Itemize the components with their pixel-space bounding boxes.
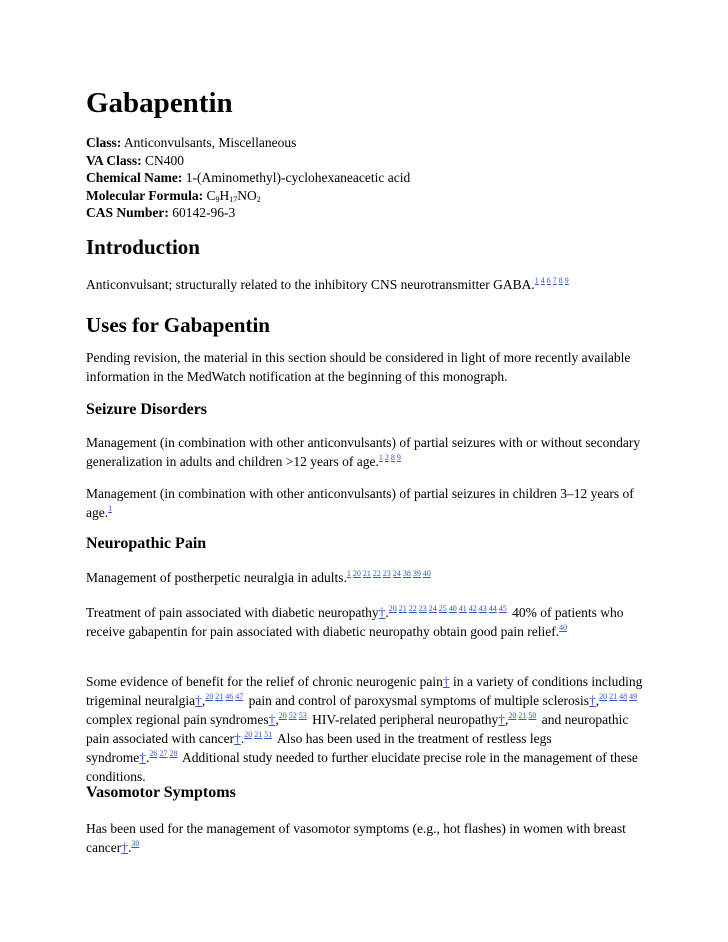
- va-class-value: CN400: [141, 152, 185, 168]
- introduction-refs: [535, 276, 571, 285]
- reference-link[interactable]: 20: [388, 604, 397, 613]
- reference-link[interactable]: 21: [254, 730, 263, 739]
- reference-link[interactable]: 41: [458, 604, 467, 613]
- reference-link[interactable]: 24: [428, 604, 437, 613]
- neuropathic-paragraph-3-refs5: [244, 730, 274, 739]
- reference-link[interactable]: 46: [225, 692, 234, 701]
- reference-link[interactable]: 26: [149, 749, 158, 758]
- reference-link[interactable]: 22: [408, 604, 417, 613]
- seizure-paragraph-1-refs: [379, 453, 403, 462]
- formula-h: H: [219, 187, 230, 203]
- formula-c-sub: 9: [215, 194, 220, 204]
- reference-link[interactable]: 43: [478, 604, 487, 613]
- formula-rest: NO: [237, 187, 257, 203]
- neuropathic-paragraph-3-refs4: [508, 711, 538, 720]
- reference-link[interactable]: 20: [352, 569, 361, 578]
- reference-link[interactable]: 38: [402, 569, 411, 578]
- reference-link[interactable]: 40: [422, 569, 431, 578]
- introduction-body: Anticonvulsant; structurally related to the inhibitory CNS neurotransmitter GABA.: [86, 277, 535, 292]
- reference-link[interactable]: 4: [540, 276, 545, 285]
- reference-link[interactable]: 1: [346, 569, 351, 578]
- reference-link[interactable]: 9: [396, 453, 401, 462]
- reference-link[interactable]: 7: [552, 276, 557, 285]
- neuropathic-paragraph-3-a: Some evidence of benefit for the relief of chronic neurogenic pain: [86, 674, 443, 689]
- chemical-name-label: Chemical Name:: [86, 170, 183, 185]
- reference-link[interactable]: 22: [372, 569, 381, 578]
- reference-link[interactable]: 21: [609, 692, 618, 701]
- reference-link[interactable]: 39: [412, 569, 421, 578]
- reference-link[interactable]: 49: [629, 692, 638, 701]
- reference-link[interactable]: 20: [508, 711, 517, 720]
- neuropathic-paragraph-3-h: Additional study needed to further elucidate precise role in the management of these conditions.: [86, 750, 638, 784]
- neuropathic-paragraph-3: Some evidence of benefit for the relief of chronic neurogenic pain† in a variety of conditions including trigeminal neuralgia†,$^{20 21 46 47}$ pain and control of paroxysmal symptoms of multiple sclerosis†,$^{20 21 48 49}$ complex regional pain syndromes†,$^{20 52 53}$ HIV-related peripheral neuropathy†,$^{20 21 50}$ and neuropathic pain associated with cancer†.$^{20 21 51}$ Also has been used in the treatment of restless legs syndrome†.$^{26 27 28}$ Additional study needed to further elucidate precise role in the management of these conditions.: [86, 674, 643, 784]
- reference-link[interactable]: 28: [169, 749, 178, 758]
- seizure-paragraph-2-body: Management (in combination with other anticonvulsants) of partial seizures in children 3–12 years of age.: [86, 486, 634, 520]
- off-label-dagger-link[interactable]: †: [442, 674, 450, 689]
- reference-link[interactable]: 40: [448, 604, 457, 613]
- off-label-dagger-link[interactable]: †: [234, 731, 241, 746]
- reference-link[interactable]: 2: [384, 453, 389, 462]
- off-label-dagger-link[interactable]: †: [195, 693, 202, 708]
- reference-link[interactable]: 24: [392, 569, 401, 578]
- neuropathic-pain-heading: Neuropathic Pain: [86, 535, 207, 552]
- reference-link[interactable]: 21: [398, 604, 407, 613]
- reference-link[interactable]: 20: [205, 692, 214, 701]
- neuropathic-paragraph-3-refs2: [599, 692, 639, 701]
- page-title: Gabapentin: [86, 87, 233, 119]
- reference-link[interactable]: 21: [362, 569, 371, 578]
- formula-c: C: [203, 187, 216, 203]
- neuropathic-paragraph-3-g: Also has been used in the treatment of restless legs syndrome: [86, 731, 552, 765]
- formula-h-sub: 17: [229, 194, 238, 204]
- reference-link[interactable]: 6: [546, 276, 551, 285]
- chemical-name-value: 1-(Aminomethyl)-cyclohexaneacetic acid: [182, 170, 411, 185]
- seizure-paragraph-1-body: Management (in combination with other anticonvulsants) of partial seizures with or without secondary generalization in adults and children >12 years of age.: [86, 435, 641, 469]
- off-label-dagger-link[interactable]: †: [121, 840, 128, 855]
- reference-link[interactable]: 40: [559, 623, 568, 632]
- reference-link[interactable]: 1: [108, 504, 113, 513]
- chemical-name-row: [86, 169, 410, 187]
- molecular-formula-label: Molecular Formula:: [86, 187, 204, 203]
- uses-text: Pending revision, the material in this section should be considered in light of more recently available information in the MedWatch notification at the beginning of this monograph.: [86, 350, 631, 384]
- off-label-dagger-link[interactable]: †: [378, 605, 386, 620]
- reference-link[interactable]: 51: [264, 730, 273, 739]
- reference-link[interactable]: 23: [382, 569, 391, 578]
- drug-metadata: [86, 134, 410, 222]
- neuropathic-paragraph-2: Treatment of pain associated with diabetic neuropathy†.$^{20 21 22 23 24 25 40 41 42 43 44 45}$ 40% of patients who receive gabapentin for pain associated with diabetic neuropathy obtain good pain relief.$^{40}$: [86, 604, 624, 639]
- reference-link[interactable]: 20: [278, 711, 287, 720]
- reference-link[interactable]: 23: [418, 604, 427, 613]
- neuropathic-paragraph-3-e: HIV-related peripheral neuropathy: [308, 712, 499, 727]
- introduction-text: [86, 275, 571, 294]
- class-value: Anticonvulsants, Miscellaneous: [121, 135, 297, 150]
- reference-link[interactable]: 21: [518, 711, 527, 720]
- vasomotor-paragraph: Has been used for the management of vasomotor symptoms (e.g., hot flashes) in women with breast cancer†.$^{30}$: [86, 821, 626, 855]
- neuropathic-paragraph-2-b: 40% of patients who receive gabapentin for pain associated with diabetic neuropathy obtain good pain relief.: [86, 605, 624, 639]
- reference-link[interactable]: 1: [378, 453, 383, 462]
- reference-link[interactable]: 47: [235, 692, 244, 701]
- neuropathic-paragraph-2-refs2: [559, 623, 569, 632]
- off-label-dagger-link[interactable]: †: [498, 712, 506, 727]
- cas-number-row: [86, 204, 410, 222]
- vasomotor-symptoms-heading: Vasomotor Symptoms: [86, 784, 236, 801]
- neuropathic-paragraph-1-body: Management of postherpetic neuralgia in adults.: [86, 570, 347, 585]
- neuropathic-paragraph-3-b: in a variety of conditions including trigeminal neuralgia: [86, 674, 643, 708]
- va-class-row: [86, 152, 410, 170]
- va-class-label: VA Class:: [86, 152, 142, 168]
- cas-number-label: CAS Number:: [86, 205, 169, 220]
- reference-link[interactable]: 42: [468, 604, 477, 613]
- reference-link[interactable]: 8: [390, 453, 395, 462]
- formula-o-sub: 2: [256, 194, 261, 204]
- reference-link[interactable]: 27: [159, 749, 168, 758]
- reference-link[interactable]: 30: [131, 839, 140, 848]
- neuropathic-paragraph-3-d: complex regional pain syndromes: [86, 712, 269, 727]
- seizure-paragraph-2-refs: [108, 504, 114, 513]
- neuropathic-paragraph-3-refs1: [205, 692, 245, 701]
- neuropathic-paragraph-3-f: and neuropathic pain associated with cancer: [86, 712, 629, 746]
- neuropathic-paragraph-3-refs6: [149, 749, 179, 758]
- reference-link[interactable]: 20: [599, 692, 608, 701]
- class-label: Class:: [86, 135, 122, 150]
- reference-link[interactable]: 21: [215, 692, 224, 701]
- reference-link[interactable]: 1: [534, 276, 539, 285]
- neuropathic-paragraph-2-a: Treatment of pain associated with diabetic neuropathy: [86, 605, 379, 620]
- seizure-paragraph-2: [86, 484, 646, 522]
- neuropathic-paragraph-1-refs: [347, 569, 433, 578]
- reference-link[interactable]: 45: [498, 604, 507, 613]
- seizure-paragraph-1: [86, 433, 646, 471]
- neuropathic-paragraph-3-c: pain and control of paroxysmal symptoms of multiple sclerosis: [245, 693, 590, 708]
- reference-link[interactable]: 53: [298, 711, 307, 720]
- class-row: [86, 134, 410, 152]
- vasomotor-paragraph-refs: [131, 839, 141, 848]
- neuropathic-paragraph-3-refs3: [279, 711, 309, 720]
- vasomotor-paragraph-body: Has been used for the management of vasomotor symptoms (e.g., hot flashes) in women with breast cancer: [86, 821, 626, 855]
- reference-link[interactable]: 44: [488, 604, 497, 613]
- reference-link[interactable]: 52: [288, 711, 297, 720]
- reference-link[interactable]: 25: [438, 604, 447, 613]
- off-label-dagger-link[interactable]: †: [139, 750, 146, 765]
- reference-link[interactable]: 20: [244, 730, 253, 739]
- off-label-dagger-link[interactable]: †: [589, 693, 596, 708]
- cas-number-value: 60142-96-3: [168, 205, 236, 220]
- uses-heading: Uses for Gabapentin: [86, 313, 270, 337]
- reference-link[interactable]: 9: [564, 276, 569, 285]
- off-label-dagger-link[interactable]: †: [268, 712, 276, 727]
- neuropathic-paragraph-1: [86, 568, 433, 587]
- molecular-formula-row: [86, 187, 410, 205]
- reference-link[interactable]: 50: [528, 711, 537, 720]
- introduction-heading: Introduction: [86, 235, 200, 259]
- reference-link[interactable]: 8: [558, 276, 563, 285]
- reference-link[interactable]: 48: [619, 692, 628, 701]
- neuropathic-paragraph-2-refs: [389, 604, 509, 613]
- seizure-disorders-heading: Seizure Disorders: [86, 401, 208, 418]
